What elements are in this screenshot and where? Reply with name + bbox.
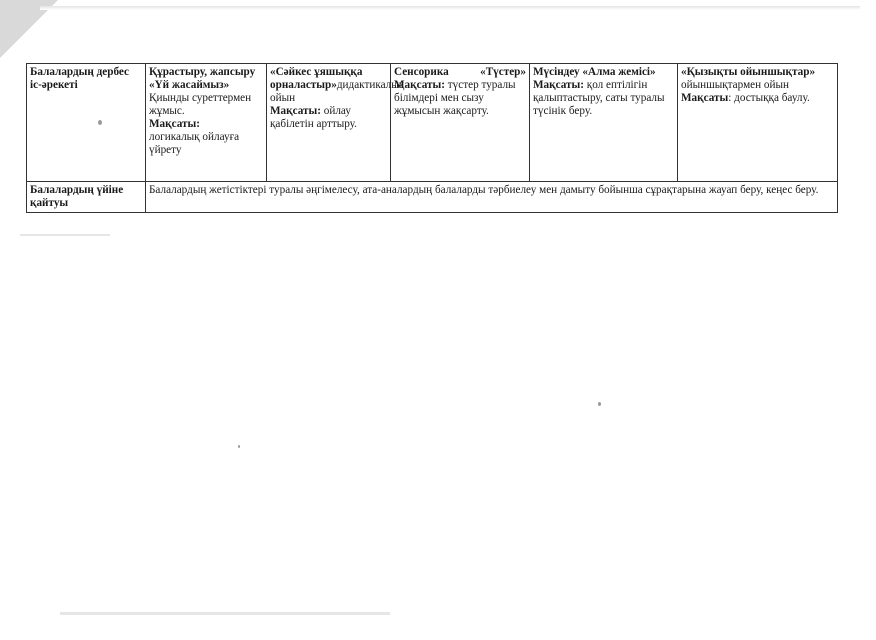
goal-label: Мақсаты: [149,118,200,130]
activity-title: «Сәйкес ұяшыққа орналастыр» [270,66,363,91]
activity-text: ойыншықтармен ойын [681,79,789,91]
page-top-edge [40,6,860,10]
table-cell [530,64,678,182]
speck [238,445,240,448]
schedule-table [26,63,838,213]
table-row [27,182,838,213]
goal-label: Мақсаты [681,92,729,104]
goal-label: Мақсаты: [394,79,445,91]
row-header [27,64,146,182]
table-row [27,64,838,182]
row-header [27,182,146,213]
table-cell [678,64,838,182]
goal-text: қол ептілігін қалыптастыру, саты туралы түсінік беру. [533,79,665,117]
row-text: Балалардың жетістіктері туралы әңгімелесу, ата-аналардың балаларды тәрбиелеу мен дамыту бойынша сұрақтарына жауап беру, кеңес беру. [149,184,819,196]
table-cell [267,64,405,182]
activity-title: «Қызықты ойыншықтар» [681,66,816,78]
activity-title: Құрастыру, жапсыру «Үй жасаймыз» [149,66,256,91]
activity-title: Сенсорика «Түстер» [394,66,526,78]
goal-text: : достыққа баулу. [728,92,810,104]
goal-text: логикалық ойлауға үйрету [149,131,240,156]
faint-mark [20,234,110,236]
faint-mark [60,612,390,615]
goal-label: Мақсаты: [533,79,584,91]
table-cell [391,64,530,182]
goal-label: Мақсаты: [270,105,321,117]
row-header-text: Балалардың үйіне қайтуы [30,184,124,209]
activity-text: Қиынды суреттермен жұмыс. [149,92,252,117]
goal-text: ойлау қабілетін арттыру. [270,105,357,130]
table-cell [146,182,838,213]
speck [598,402,601,406]
goal-text: түстер туралы білімдері мен сызу жұмысын жақсарту. [394,79,516,117]
table-cell [146,64,267,182]
activity-text: дидактикалық ойын [270,79,405,104]
activity-title: Мүсіндеу «Алма жемісі» [533,66,656,78]
row-header-text: Балалардың дербес іс-әрекеті [30,66,129,91]
